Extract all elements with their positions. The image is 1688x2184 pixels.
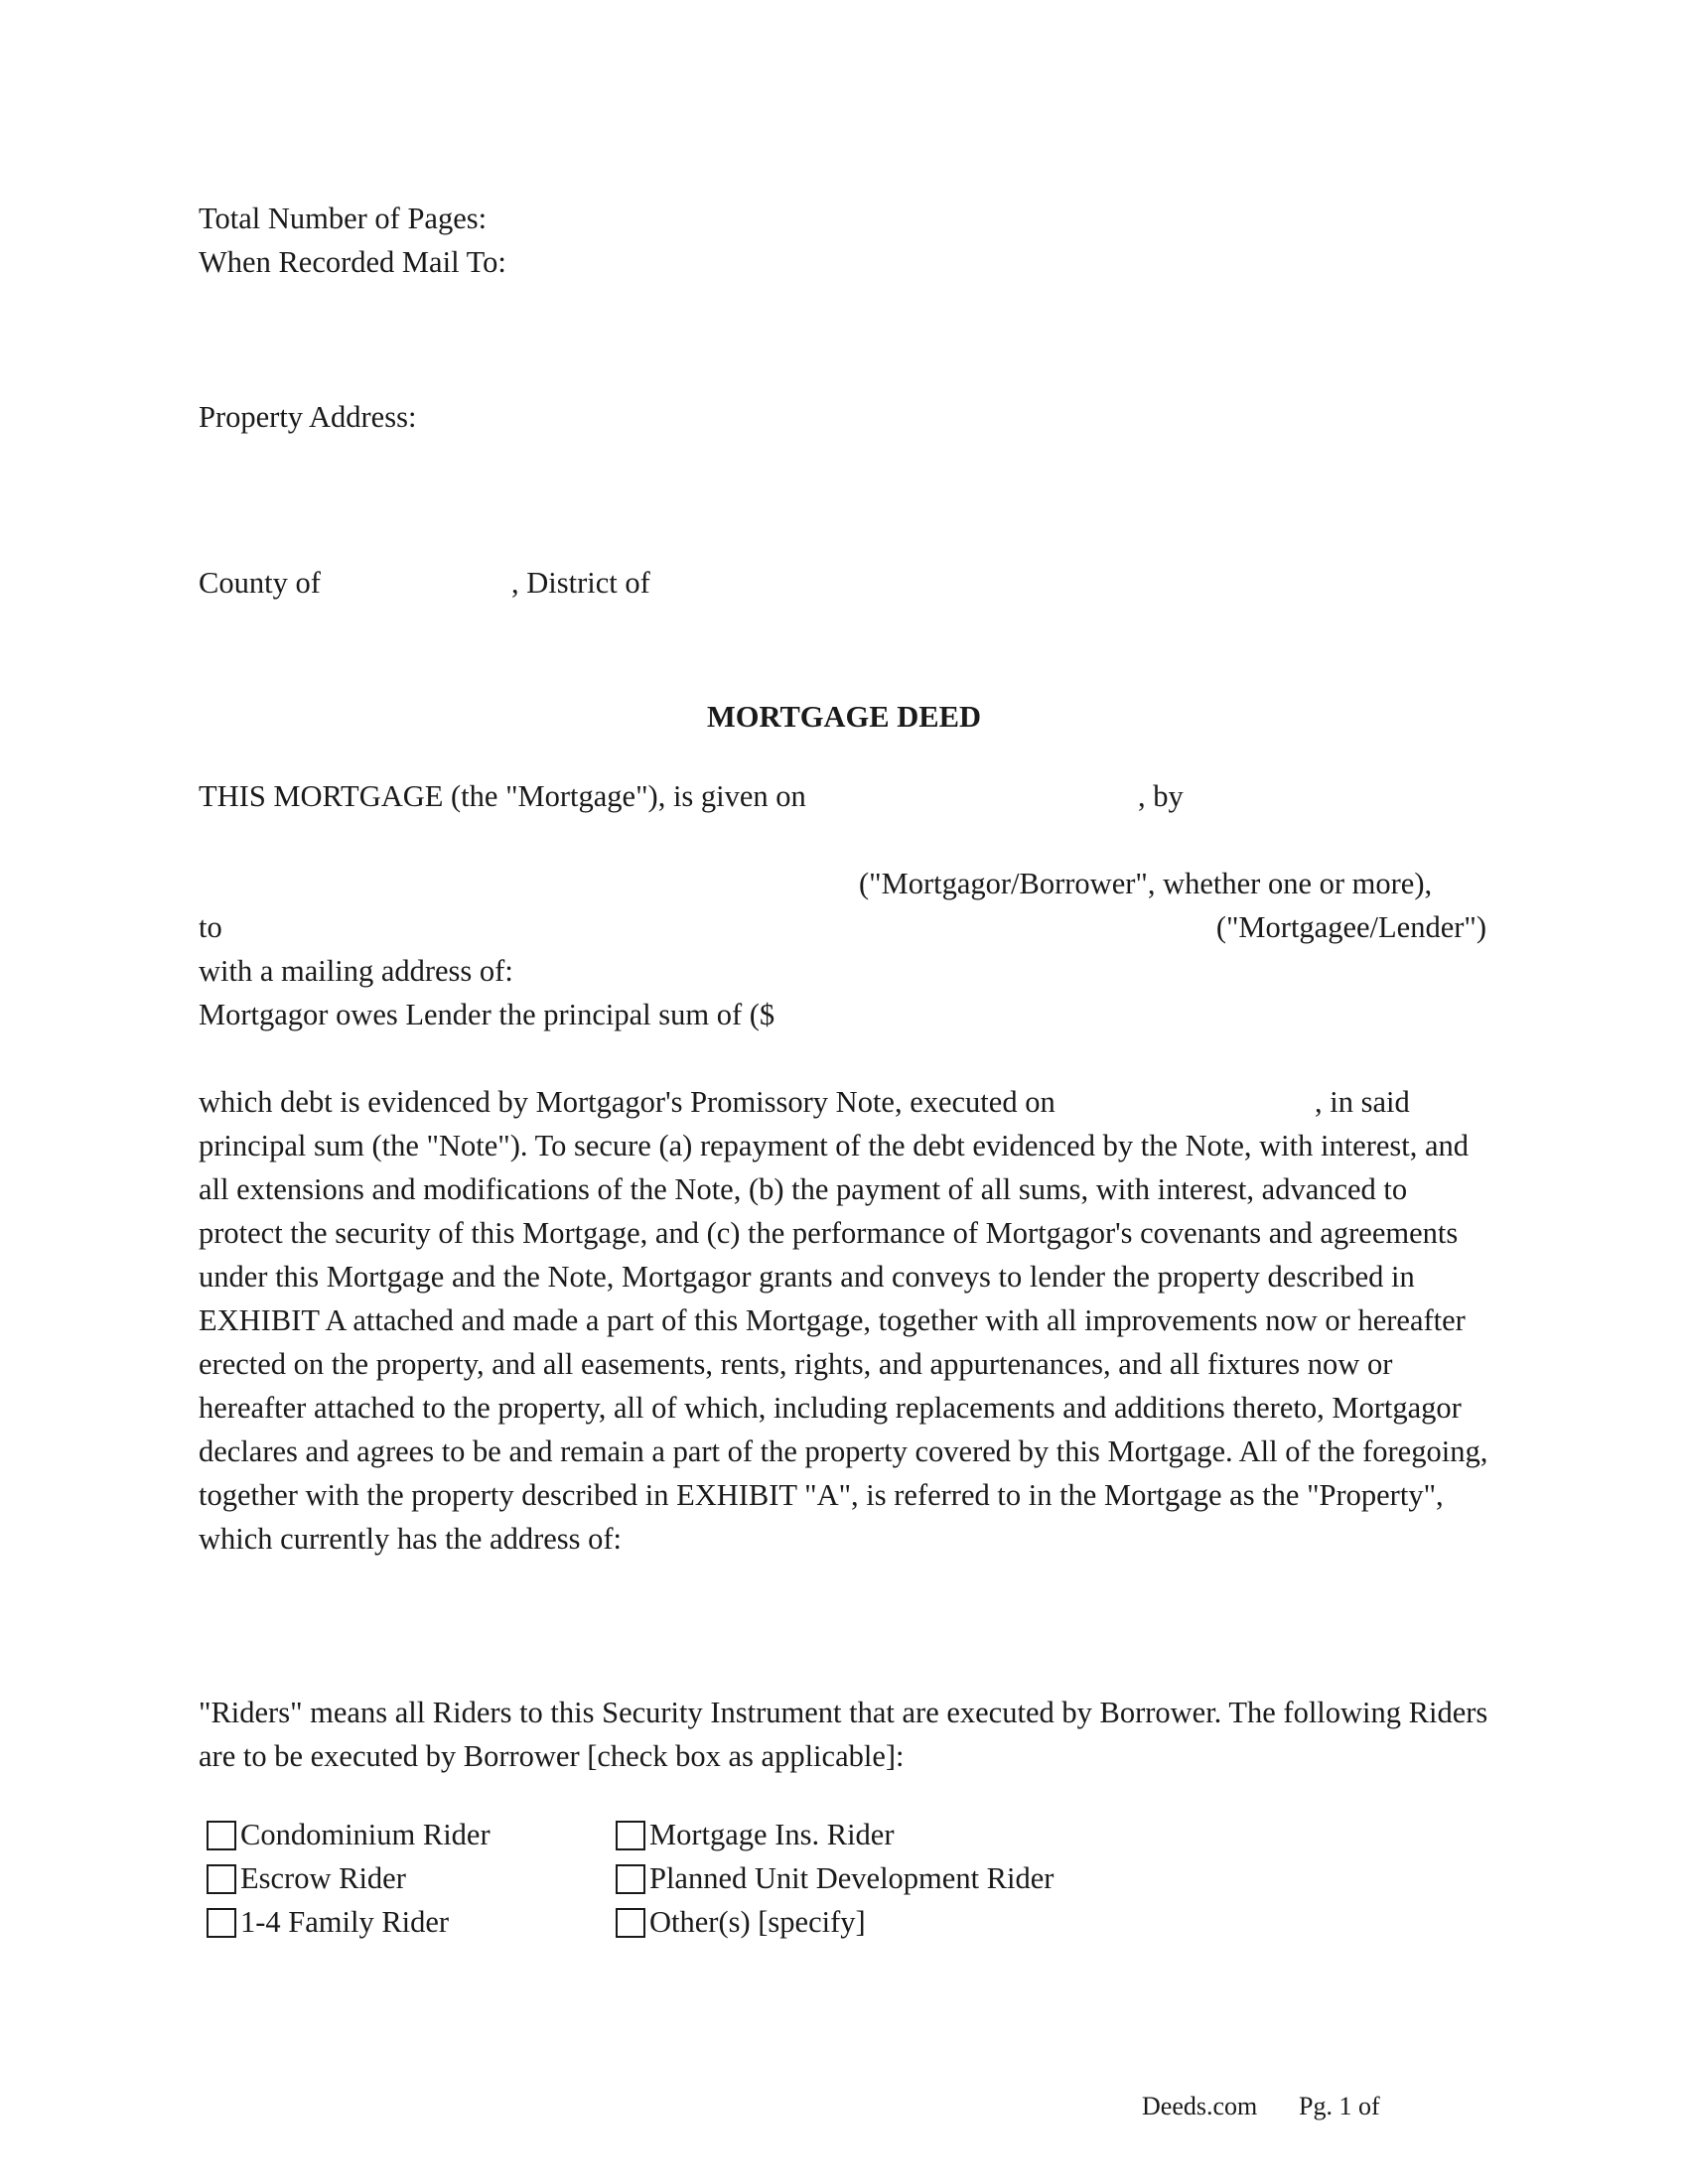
rider-pud[interactable] [616, 1856, 1054, 1900]
checkbox-escrow-rider[interactable] [207, 1864, 236, 1894]
property-address-label: Property Address: [199, 400, 417, 434]
mortgagor-tag: ("Mortgagor/Borrower", whether one or more), [859, 867, 1433, 900]
rider-label: Planned Unit Development Rider [649, 1861, 1055, 1895]
rider-label: Other(s) [specify] [649, 1905, 866, 1939]
document-title: MORTGAGE DEED [707, 700, 981, 734]
checkbox-pud-rider[interactable] [616, 1864, 645, 1894]
rider-family[interactable] [207, 1900, 449, 1944]
rider-label: Mortgage Ins. Rider [649, 1818, 895, 1851]
rider-condominium[interactable] [207, 1813, 491, 1856]
footer-page-number: Pg. 1 of [1299, 2092, 1380, 2120]
rider-label: Condominium Rider [240, 1818, 491, 1851]
rider-label: 1-4 Family Rider [240, 1905, 450, 1939]
district-label: , District of [511, 566, 650, 600]
mortgagee-tag: ("Mortgagee/Lender") [1215, 910, 1486, 944]
note-suffix-text: , in said [1315, 1085, 1410, 1119]
to-text: to [199, 910, 222, 944]
mailing-address-label: with a mailing address of: [199, 954, 513, 988]
security-paragraph: principal sum (the "Note"). To secure (a) repayment of the debt evidenced by the Note, with interest, and all extensions and modifications of the Note, (b) the payment of all sums, with interest, advanced to protect the security of this Mortgage, and (c) the performance of Mortgagor's covenants and agreements under this Mortgage and the Note, Mortgagor grants and conveys to lender the property described in EXHIBIT A attached and made a part of this Mortgage, together with all improvements now or hereafter erected on the property, and all easements, rents, rights, and appurtenances, and all fixtures now or hereafter attached to the property, all of which, including replacements and additions thereto, Mortgagor declares and agrees to be and remain a part of the property covered by this Mortgage. All of the foregoing, together with the property described in EXHIBIT "A", is referred to in the Mortgage as the "Property", which currently has the address of: [199, 1129, 1488, 1556]
riders-intro: "Riders" means all Riders to this Security Instrument that are executed by Borrower. The following Riders are to be executed by Borrower [check box as applicable]: [199, 1696, 1488, 1773]
rider-mortgage-ins[interactable] [616, 1813, 895, 1856]
rider-escrow[interactable] [207, 1856, 406, 1900]
checkbox-condominium-rider[interactable] [207, 1821, 236, 1850]
rider-label: Escrow Rider [240, 1861, 406, 1895]
county-label: County of [199, 566, 321, 600]
checkbox-family-rider[interactable] [207, 1908, 236, 1938]
note-start-text: which debt is evidenced by Mortgagor's Promissory Note, executed on [199, 1085, 1055, 1119]
given-on-text: THIS MORTGAGE (the "Mortgage"), is given on [199, 779, 806, 813]
rider-other[interactable] [616, 1900, 866, 1944]
checkbox-other-rider[interactable] [616, 1908, 645, 1938]
principal-sum-label: Mortgagor owes Lender the principal sum of ($ [199, 998, 775, 1031]
checkbox-mortgage-ins-rider[interactable] [616, 1821, 645, 1850]
total-pages-label: Total Number of Pages: [199, 202, 488, 235]
by-text: , by [1138, 779, 1184, 813]
mail-to-label: When Recorded Mail To: [199, 245, 506, 279]
footer-brand: Deeds.com [1142, 2092, 1258, 2120]
